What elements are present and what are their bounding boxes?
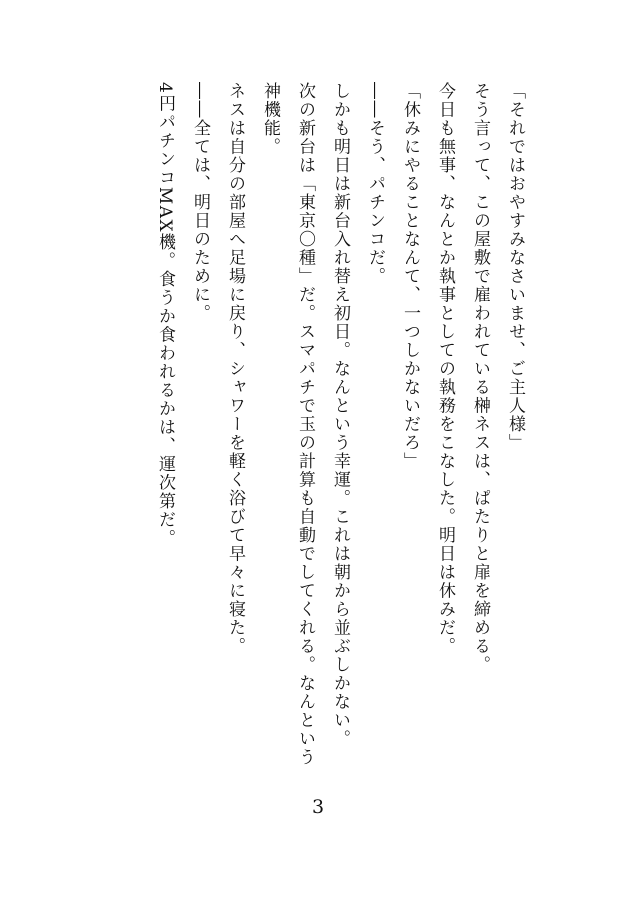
text-line: ネスは自分の部屋へ足場に戻り、シャワーを軽く浴びて早々に寝た。: [225, 82, 245, 656]
text-line: 「休みにやることなんて、一つしかないだろ」: [400, 82, 420, 471]
page-number: 3: [311, 796, 325, 818]
text-line: 「それではおやすみなさいませ、ご主人様」: [505, 82, 525, 452]
text-line: しかも明日は新台入れ替え初日。なんという幸運。これは朝から並ぶしかない。: [330, 82, 350, 748]
text-line: 今日も無事、なんとか執事としての執務をこなした。明日は休みだ。: [435, 82, 455, 656]
text-line: ――そう、パチンコだ。: [365, 82, 385, 286]
text-line: 神機能。: [260, 82, 280, 156]
text-line: 4円パチンコMAX機。食うか食われるかは、運次第だ。: [155, 82, 175, 548]
text-line: そう言って、この屋敷で雇われている榊ネスは、ぱたりと扉を締める。: [470, 82, 490, 674]
text-line: ――全ては、明日のために。: [190, 82, 210, 323]
vertical-text-body: [147, 82, 532, 767]
text-line: 次の新台は「東京〇種」だ。スマパチで玉の計算も自動でしてくれる。なんという: [295, 82, 315, 767]
